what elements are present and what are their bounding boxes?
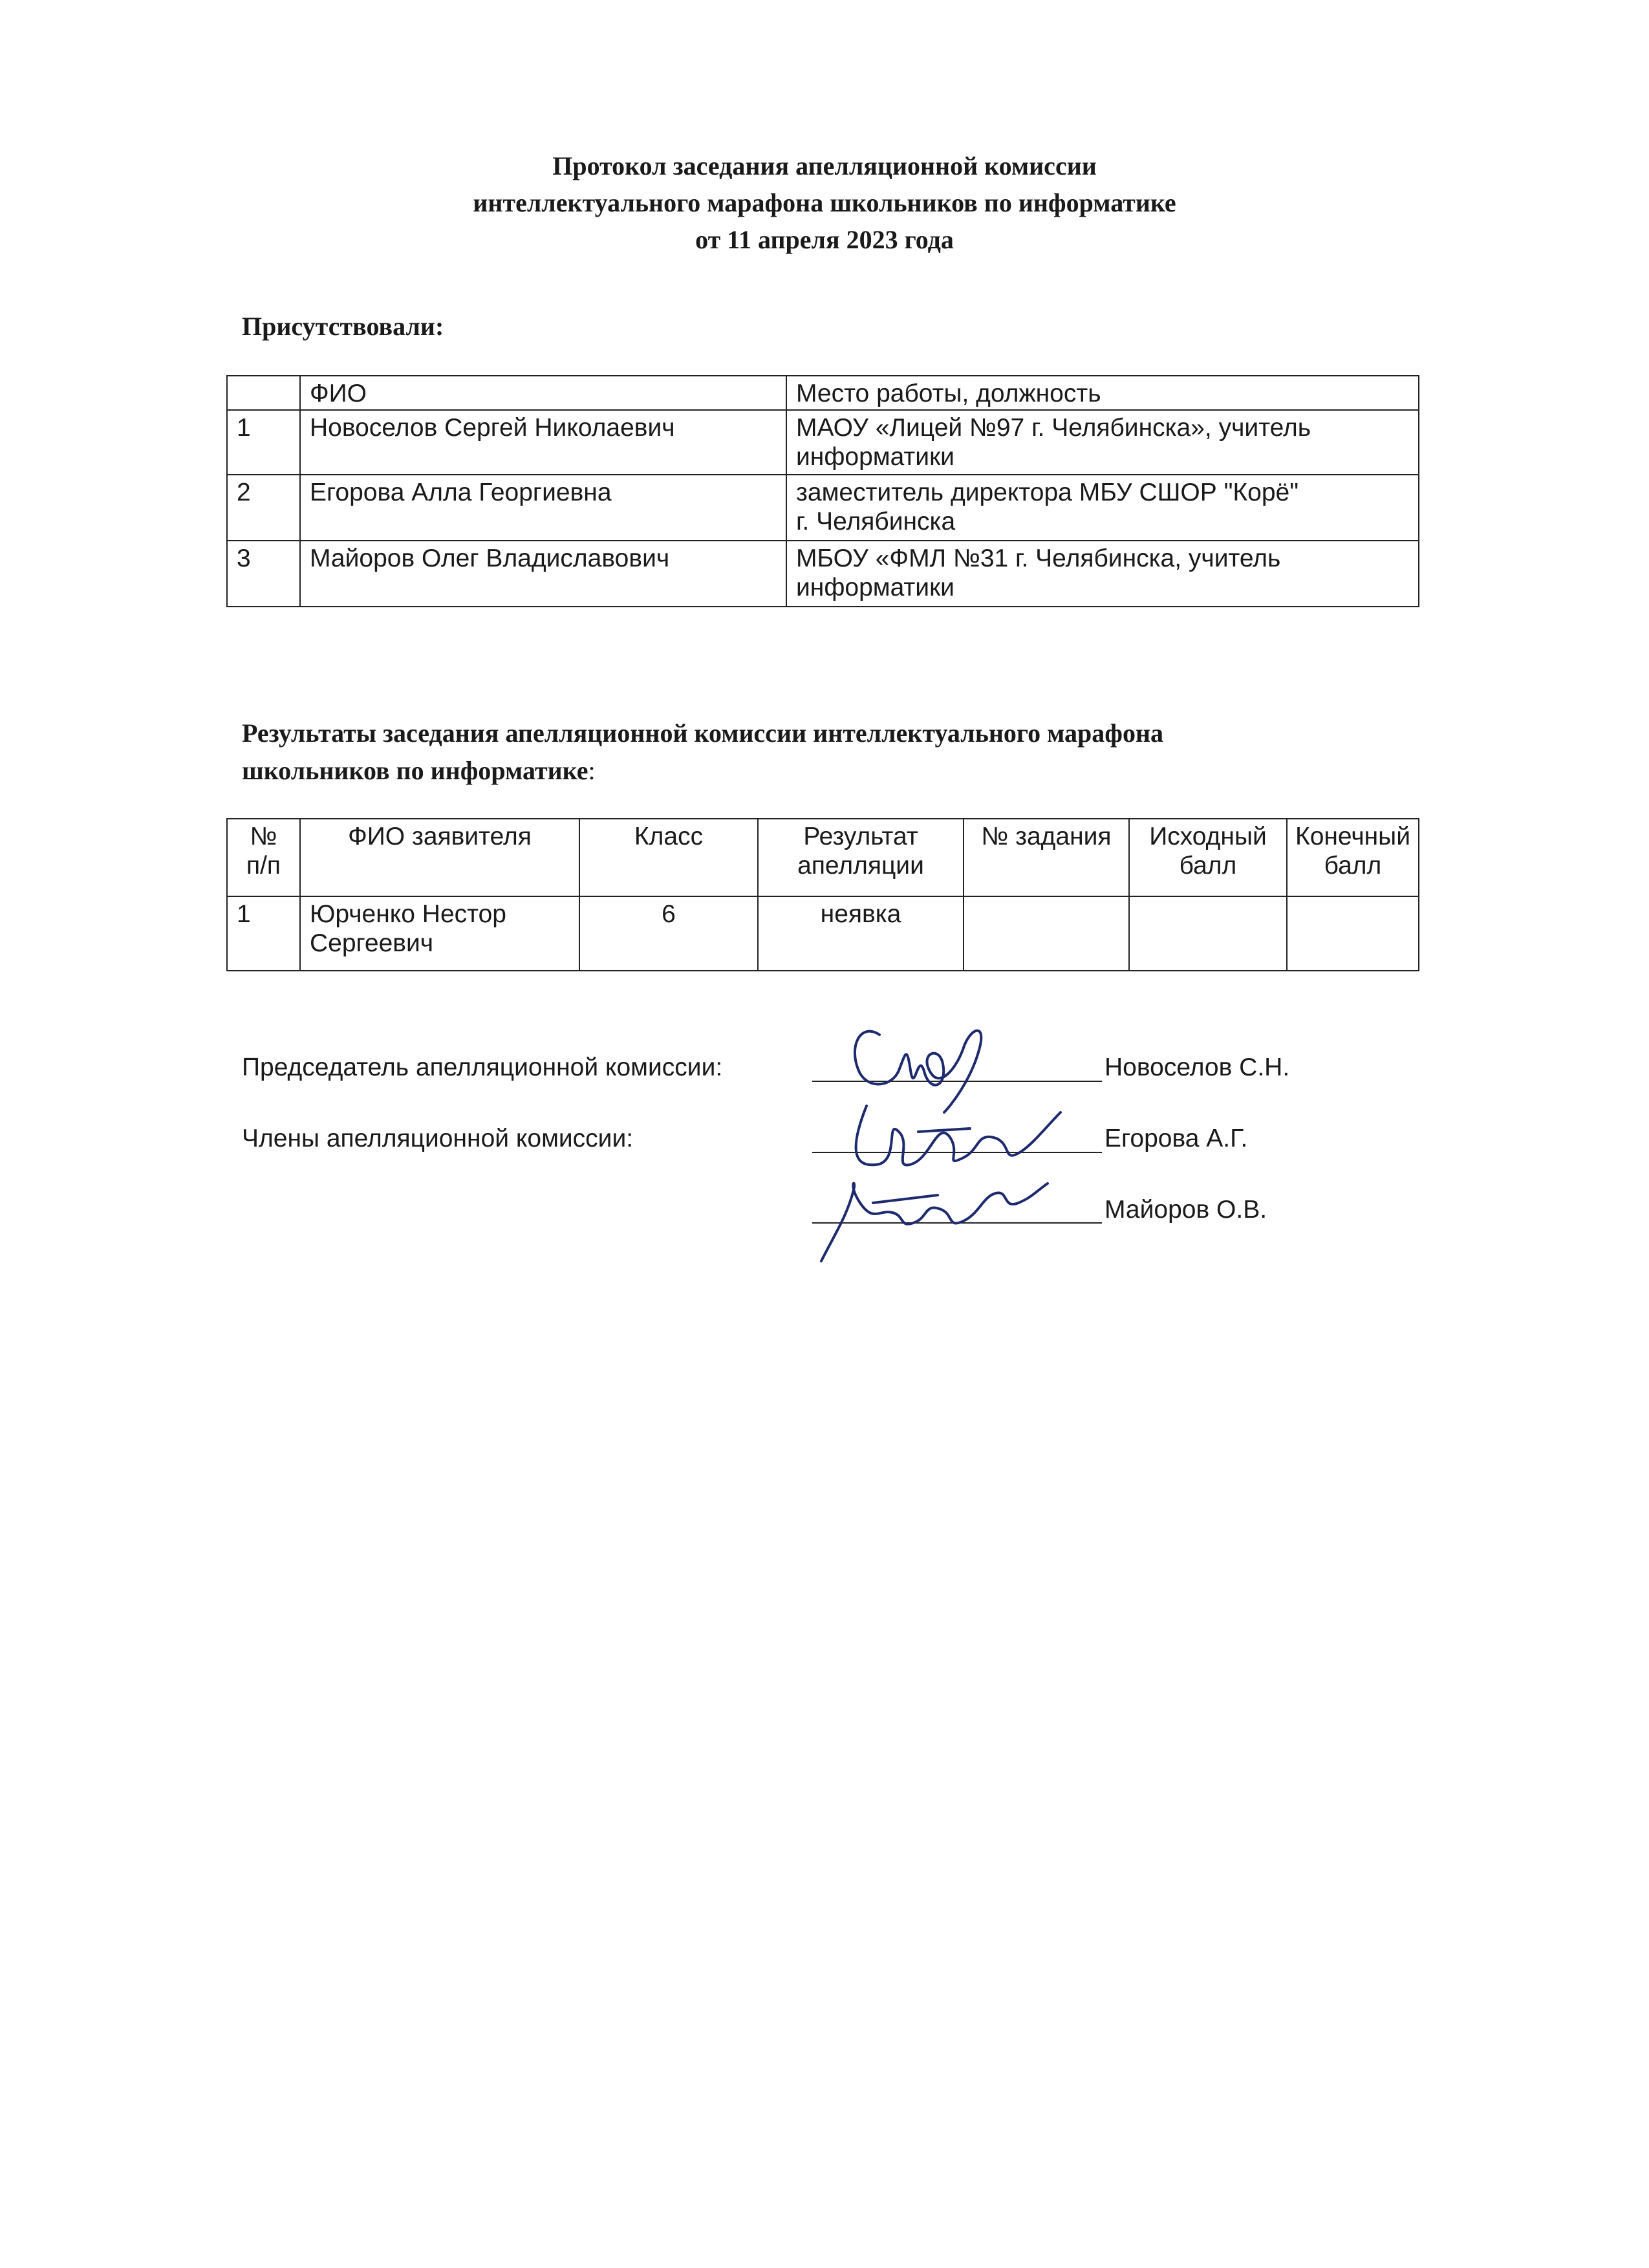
header-text: Конечный [1295,823,1410,850]
member-workplace [786,410,1419,475]
row-number: 1 [227,410,300,475]
results-heading-line-1: Результаты заседания апелляционной комиссии интеллектуального марафона [242,718,1164,748]
workplace-line: г. Челябинска [796,508,956,535]
table-header-row [227,376,1419,410]
table-row [227,541,1419,607]
workplace-line: заместитель директора МБУ СШОР "Корё" [796,479,1299,506]
member-name: Майоров Олег Владиславович [300,541,786,607]
table-row [227,896,1419,971]
applicant-name-line: Юрченко Нестор [310,900,506,928]
header-text: апелляции [797,852,924,880]
row-number: 2 [227,475,300,541]
workplace-line: МБОУ «ФМЛ №31 г. Челябинска, учитель [796,545,1281,572]
title-line-3: от 11 апреля 2023 года [695,225,954,254]
appeal-result: неявка [758,896,964,971]
chair-label: Председатель апелляционной комиссии: [242,1053,723,1081]
table-header-row [227,819,1419,896]
member2-name: Майоров О.В. [1105,1196,1267,1224]
member1-name: Егорова А.Г. [1105,1125,1248,1152]
members-label: Члены апелляционной комиссии: [242,1125,634,1152]
chair-name: Новоселов С.Н. [1105,1053,1290,1081]
header-cell-name: ФИО [300,376,786,410]
header-text: № [250,823,277,850]
workplace-line: информатики [796,443,954,471]
results-heading-colon: : [588,756,596,785]
applicant-grade: 6 [579,896,758,971]
results-heading-line-2 [242,752,1163,790]
header-cell-final-score [1287,819,1419,896]
attendance-heading: Присутствовали: [242,312,444,341]
task-number [964,896,1129,971]
member-workplace [786,475,1419,541]
header-cell-workplace: Место работы, должность [786,376,1419,410]
results-heading [242,715,1163,790]
header-text: № задания [981,823,1112,850]
workplace-line: информатики [796,574,954,601]
header-cell-grade [579,819,758,896]
workplace-line: МАОУ «Лицей №97 г. Челябинска», учитель [796,414,1311,442]
applicant-name-line: Сергеевич [310,929,434,957]
initial-score [1129,896,1287,971]
header-text: Класс [634,823,704,850]
header-text: ФИО заявителя [348,823,532,850]
header-cell-applicant [300,819,579,896]
member-name: Егорова Алла Георгиевна [300,475,786,541]
header-text: п/п [246,852,281,880]
header-text: Исходный [1149,823,1267,850]
document-title [0,147,1649,258]
results-heading-subject: школьников по информатике [242,756,588,785]
header-text: Результат [803,823,918,850]
member2-signature-mark [808,1164,1054,1268]
header-text: балл [1179,852,1237,880]
row-number: 3 [227,541,300,607]
attendance-table [226,375,1419,607]
table-row [227,410,1419,475]
final-score [1287,896,1419,971]
results-table [226,818,1419,971]
applicant-name [300,896,579,971]
row-number: 1 [227,896,300,971]
header-cell-task [964,819,1129,896]
header-cell-number [227,819,300,896]
header-cell-initial-score [1129,819,1287,896]
member-workplace [786,541,1419,607]
header-cell-number [227,376,300,410]
header-cell-result [758,819,964,896]
title-line-2: интеллектуального марафона школьников по информатике [473,188,1176,217]
header-text: балл [1324,852,1382,880]
title-line-1: Протокол заседания апелляционной комиссии [552,151,1097,180]
table-row [227,475,1419,541]
member-name: Новоселов Сергей Николаевич [300,410,786,475]
